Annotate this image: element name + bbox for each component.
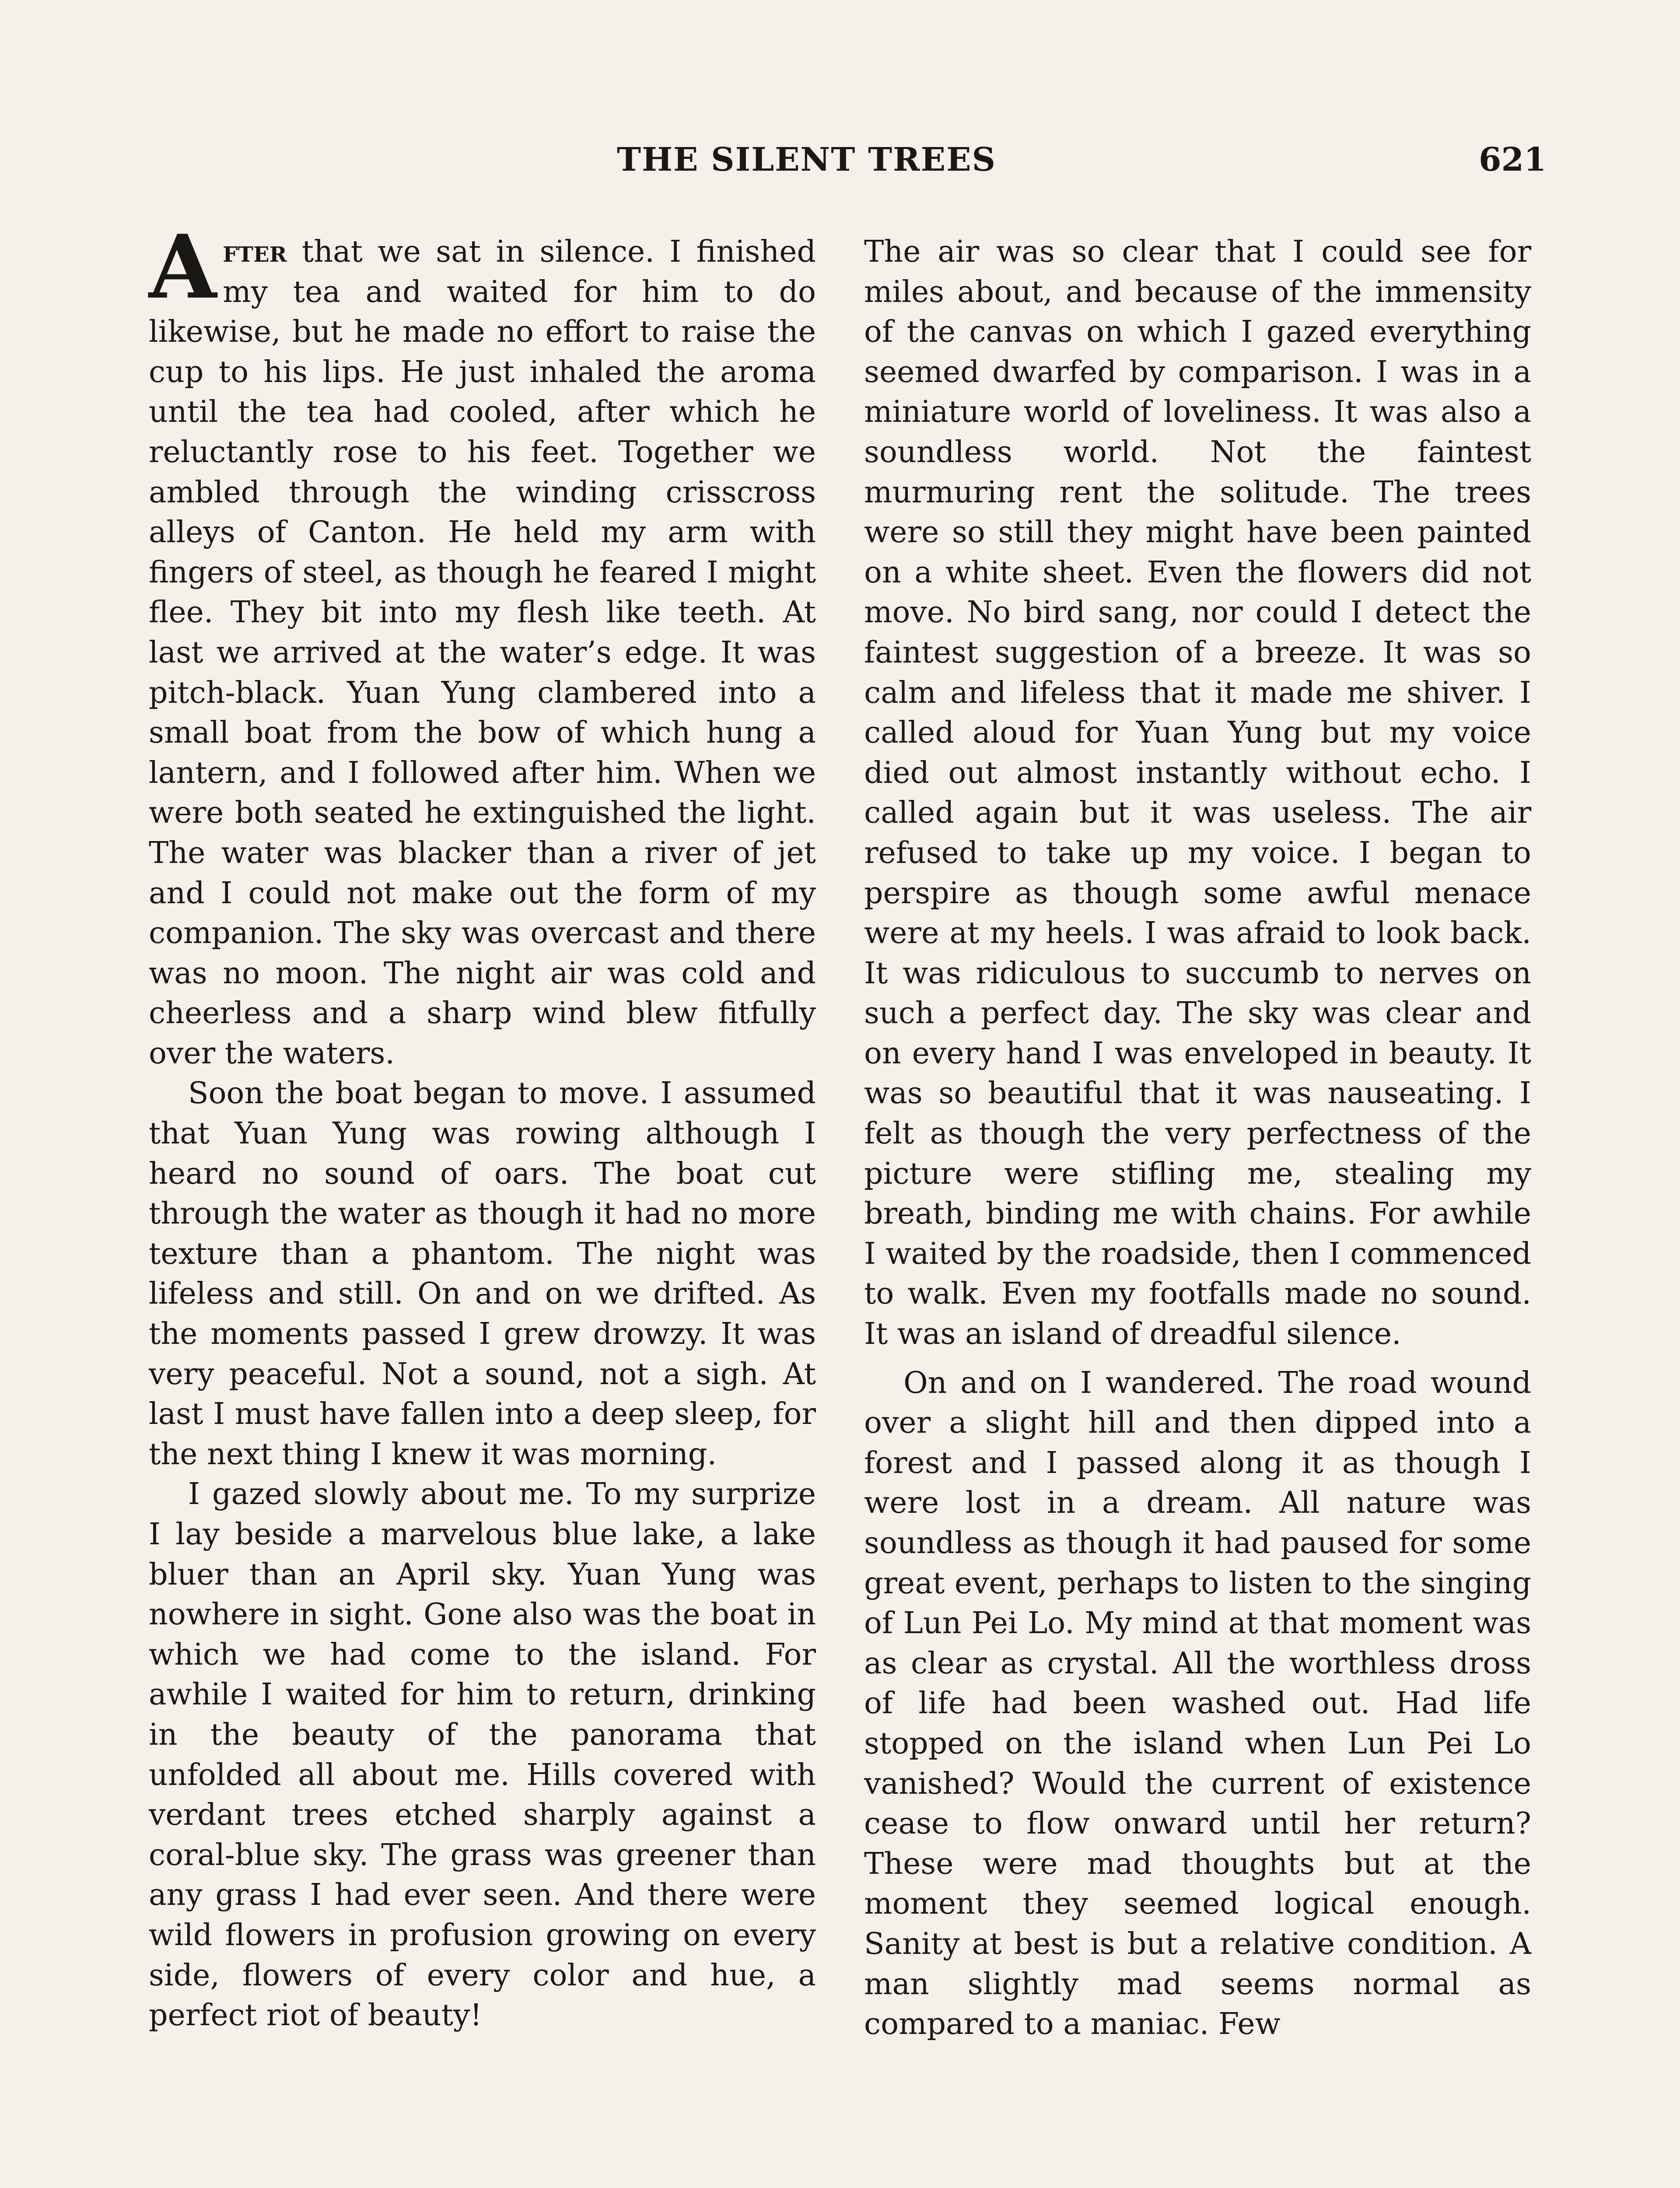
- running-head: [0, 136, 1680, 184]
- running-title: THE SILENT TREES: [617, 141, 996, 179]
- opening-word-rest: fter: [223, 234, 287, 269]
- paragraph: On and on I wandered. The road wound over a slight hill and then dipped into a forest and I passed along it as though I were lost in a dream. All nature was soundless as though it had paused for some great event, perhaps to listen to the singing of Lun Pei Lo. My mind at that moment was as clear as crystal. All the worthless dross of life had been washed out. Had life stopped on the island when Lun Pei Lo vanished? Would the current of existence cease to flow onward until her return? These were mad thoughts but at the moment they seemed logical enough. Sanity at best is but a relative condition. A man slightly mad seems normal as compared to a maniac. Few: [864, 1365, 1531, 2042]
- left-column: [149, 216, 816, 2036]
- paragraph: The air was so clear that I could see for miles about, and because of the immensity of the canvas on which I gazed everything seemed dwarfed by comparison. I was in a miniature world of loveliness. It was also a soundless world. Not the faintest murmuring rent the solitude. The trees were so still they might have been painted on a white sheet. Even the flowers did not move. No bird sang, nor could I detect the faintest suggestion of a breeze. It was so calm and lifeless that it made me shiver. I called aloud for Yuan Yung but my voice died out almost instantly without echo. I called again but it was useless. The air refused to take up my voice. I began to perspire as though some awful menace were at my heels. I was afraid to look back. It was ridiculous to succumb to nerves on such a perfect day. The sky was clear and on every hand I was enveloped in beauty. It was so beautiful that it was nauseating. I felt as though the very perfectness of the picture were stifling me, stealing my breath, binding me with chains. For awhile I waited by the roadside, then I commenced to walk. Even my footfalls made no sound. It was an island of dreadful silence.: [864, 235, 1531, 1352]
- paragraph-text: that we sat in silence. I finished my tea and waited for him to do likewise, but he made no effort to raise the cup to his lips. He just inhaled the aroma until the tea had cooled, after which he reluctantly rose to his feet. Together we ambled through the winding crisscross alleys of Canton. He held my arm with fingers of steel, as though he feared I might flee. They bit into my flesh like teeth. At last we arrived at the water’s edge. It was pitch-black. Yuan Yung clambered into a small boat from the bow of which hung a lantern, and I followed after him. When we were both seated he extinguished the light. The water was blacker than a river of jet and I could not make out the form of my companion. The sky was overcast and there was no moon. The night air was cold and cheerless and a sharp wind blew fitfully over the waters.: [149, 235, 816, 1071]
- paragraph: [149, 216, 816, 1073]
- paragraph: I gazed slowly about me. To my surprize I lay beside a marvelous blue lake, a lake bluer than an April sky. Yuan Yung was nowhere in sight. Gone also was the boat in which we had come to the island. For awhile I waited for him to return, drinking in the beauty of the panorama that unfolded all about me. Hills covered with verdant trees etched sharply against a coral-blue sky. The grass was greener than any grass I had ever seen. And there were wild flowers in profusion growing on every side, flowers of every color and hue, a perfect riot of beauty!: [149, 1477, 816, 2033]
- paragraph: Soon the boat began to move. I assumed that Yuan Yung was rowing although I heard no sound of oars. The boat cut through the water as though it had no more texture than a phantom. The night was lifeless and still. On and on we drifted. As the moments passed I grew drowzy. It was very peaceful. Not a sound, not a sigh. At last I must have fallen into a deep sleep, for the next thing I knew it was morning.: [149, 1076, 816, 1472]
- drop-cap: A: [149, 216, 217, 319]
- right-column: [864, 232, 1531, 2044]
- page-number: 621: [1479, 141, 1547, 179]
